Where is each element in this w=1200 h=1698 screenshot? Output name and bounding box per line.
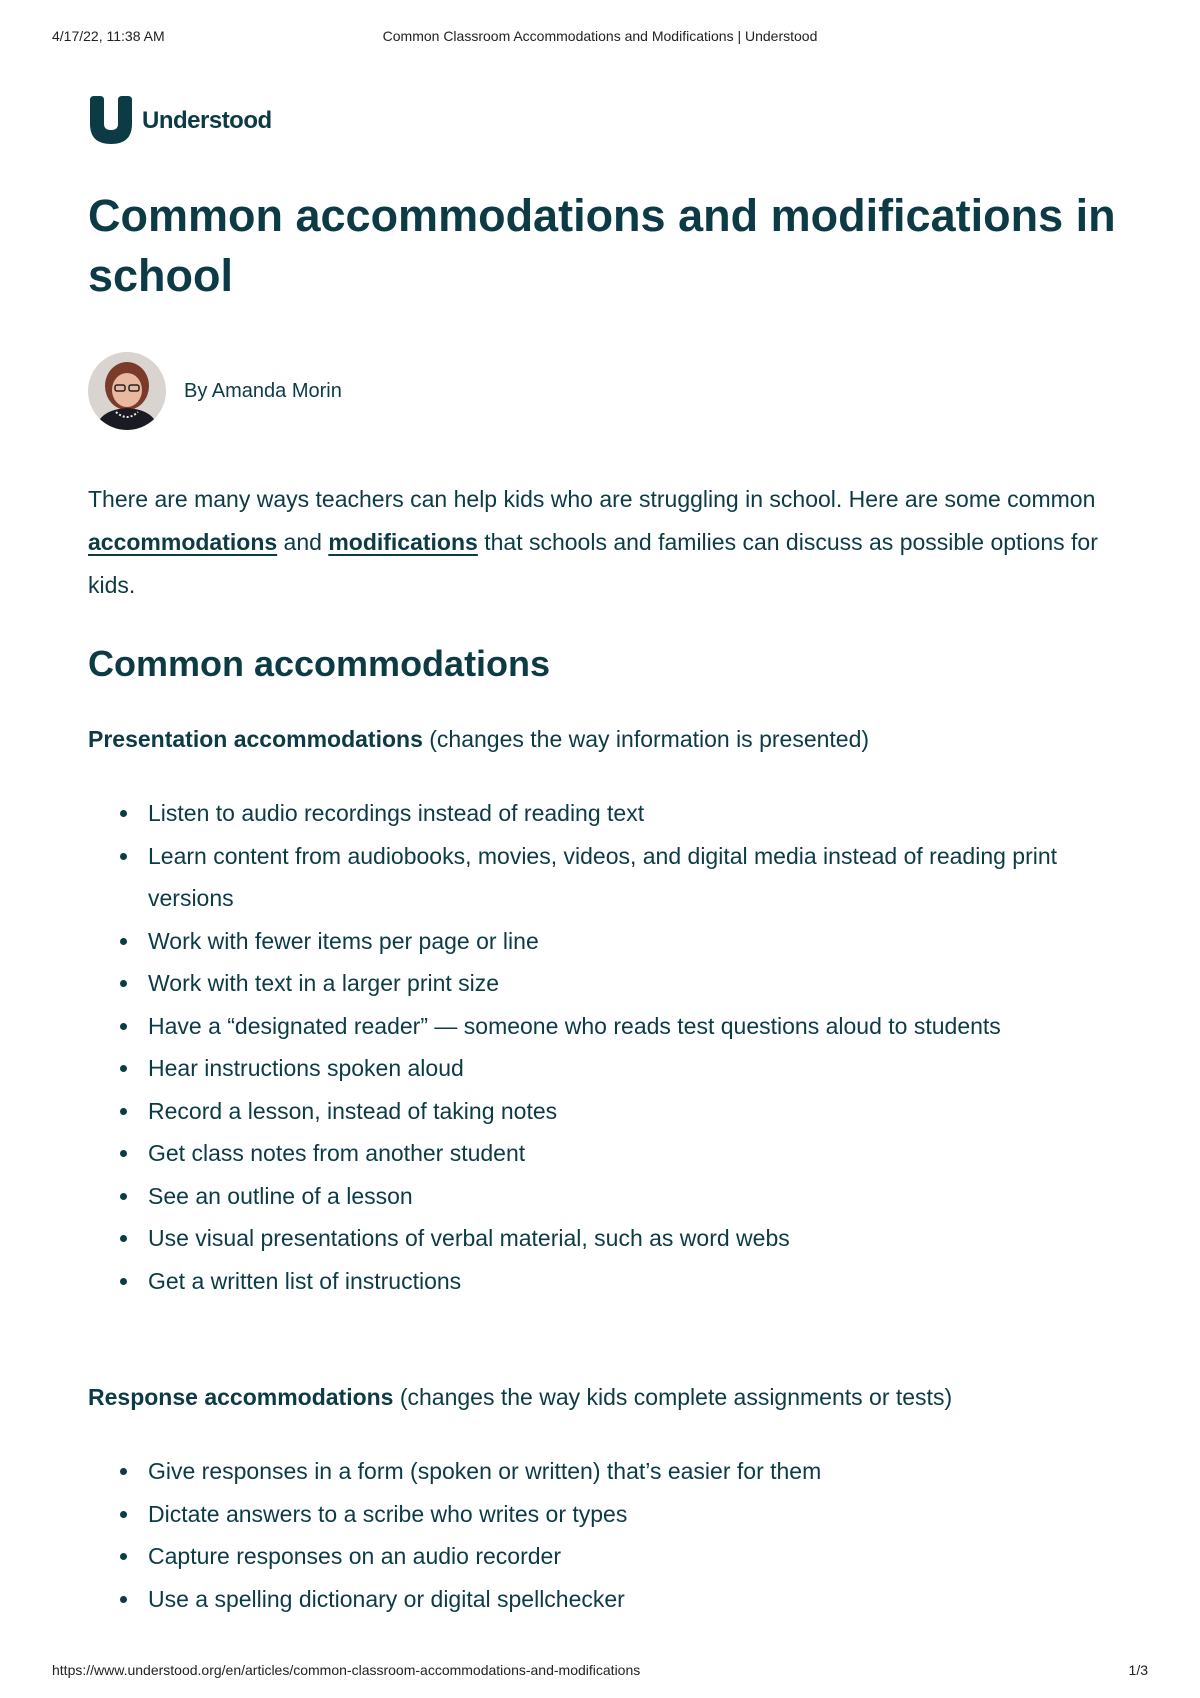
response-subheading <box>88 1380 952 1414</box>
intro-paragraph <box>88 478 1098 607</box>
list-item: Capture responses on an audio recorder <box>88 1535 1098 1578</box>
list-item: Have a “designated reader” — someone who reads test questions aloud to students <box>88 1005 1098 1048</box>
presentation-note: (changes the way information is presented) <box>422 726 870 752</box>
presentation-label: Presentation accommodations <box>88 726 423 752</box>
print-url[interactable]: https://www.understood.org/en/articles/common-classroom-accommodations-and-modifications <box>52 1662 641 1678</box>
section-heading: Common accommodations <box>88 643 551 684</box>
list-item: Use a spelling dictionary or digital spellchecker <box>88 1578 1098 1621</box>
response-note: (changes the way kids complete assignments or tests) <box>393 1384 953 1410</box>
intro-text: that schools and families can discuss as possible options for kids. <box>88 529 1098 598</box>
response-list <box>88 1450 1098 1620</box>
list-item: Listen to audio recordings instead of reading text <box>88 792 1098 835</box>
list-item: Get class notes from another student <box>88 1132 1098 1175</box>
list-item: See an outline of a lesson <box>88 1175 1098 1218</box>
intro-text: and <box>277 529 329 555</box>
site-logo[interactable] <box>88 96 272 146</box>
print-header <box>52 28 1148 48</box>
byline <box>88 352 342 430</box>
author-name[interactable]: By Amanda Morin <box>184 379 342 402</box>
author-avatar <box>88 352 166 430</box>
list-item: Use visual presentations of verbal material, such as word webs <box>88 1217 1098 1260</box>
list-item: Hear instructions spoken aloud <box>88 1047 1098 1090</box>
print-datetime: 4/17/22, 11:38 AM <box>52 28 165 44</box>
list-item: Record a lesson, instead of taking notes <box>88 1090 1098 1133</box>
modifications-link[interactable]: modifications <box>328 529 478 555</box>
intro-text: There are many ways teachers can help kids who are struggling in school. Here are some common <box>88 486 1096 512</box>
understood-u-logo-icon <box>88 96 134 146</box>
list-item: Work with text in a larger print size <box>88 962 1098 1005</box>
presentation-subheading <box>88 722 869 756</box>
page-title: Common accommodations and modifications in school <box>88 190 1116 301</box>
logo-wordmark: Understood <box>142 107 272 134</box>
print-page-number: 1/3 <box>1128 1662 1148 1678</box>
list-item: Dictate answers to a scribe who writes or types <box>88 1493 1098 1536</box>
print-page-title: Common Classroom Accommodations and Modifications | Understood <box>382 28 818 44</box>
author-photo <box>88 352 166 430</box>
accommodations-link[interactable]: accommodations <box>88 529 278 555</box>
presentation-list <box>88 792 1098 1302</box>
list-item: Give responses in a form (spoken or written) that’s easier for them <box>88 1450 1098 1493</box>
list-item: Work with fewer items per page or line <box>88 920 1098 963</box>
list-item: Get a written list of instructions <box>88 1260 1098 1303</box>
list-item: Learn content from audiobooks, movies, videos, and digital media instead of reading print versions <box>88 835 1098 920</box>
print-footer <box>52 1662 1148 1682</box>
response-label: Response accommodations <box>88 1384 394 1410</box>
